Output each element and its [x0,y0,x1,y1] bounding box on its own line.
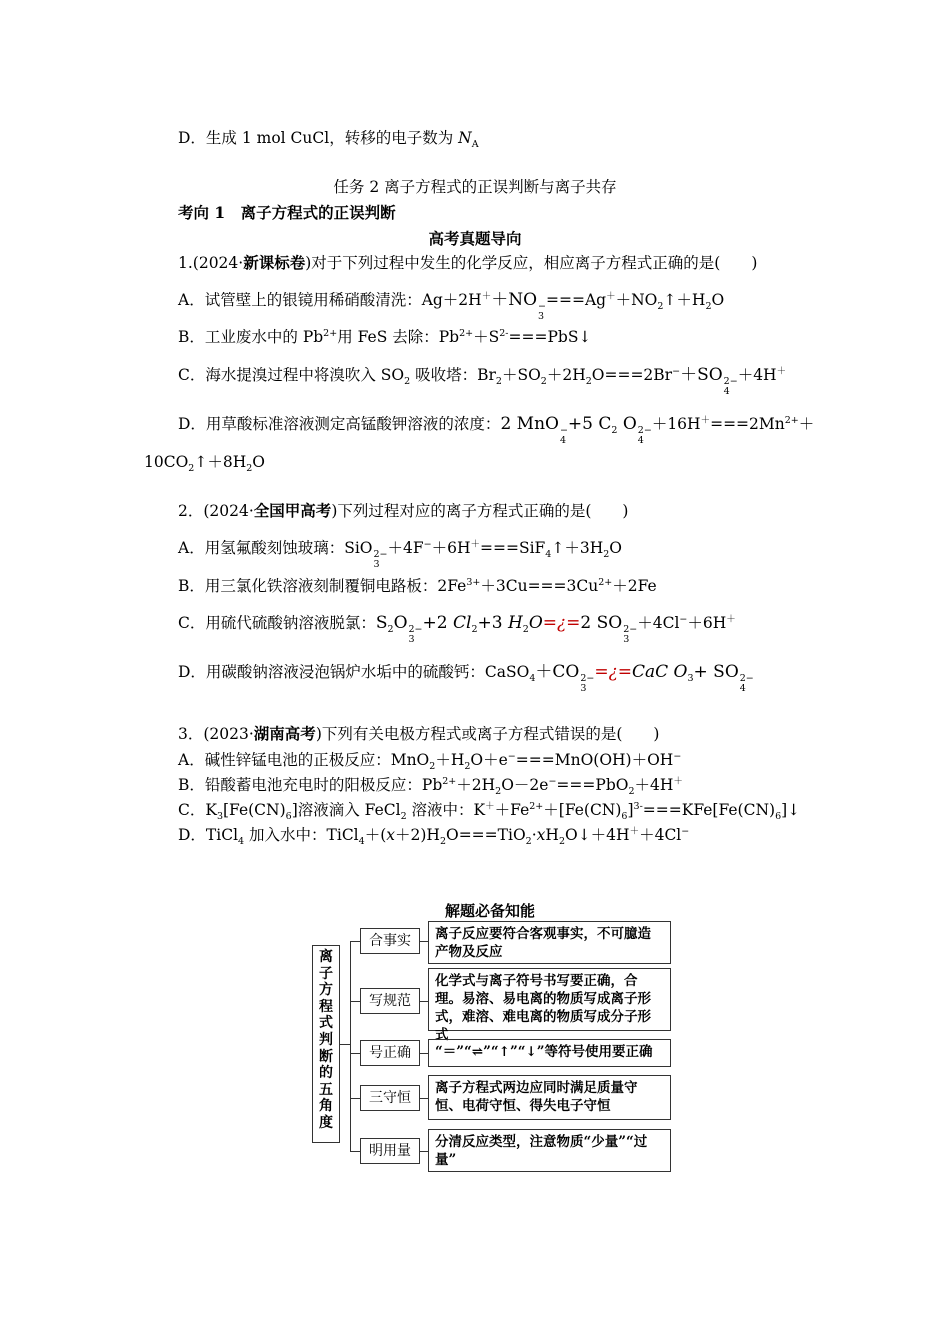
item-desc-conservation: 离子方程式两边应同时满足质量守恒、电荷守恒、得失电子守恒 [428,1075,671,1120]
item-label-fact: 合事实 [360,928,420,954]
prev-option-d: D．生成 1 mol CuCl，转移的电子数为 $N_A$ [178,129,479,151]
connector [350,1053,360,1054]
q1-stem: 1.(2024·新课标卷)对于下列过程中发生的化学反应，相应离子方程式正确的是( ) [178,253,758,272]
q3-option-a[interactable]: A．碱性锌锰电池的正极反应：$MnO_2+H_2O+e^-===MnO(OH)+OH^-$ [178,750,682,773]
connector [350,1098,360,1099]
item-label-symbols: 号正确 [360,1040,420,1066]
item-label-standard: 写规范 [360,988,420,1014]
connector [350,941,351,1151]
item-desc-standard: 化学式与离子符号书写要正确，合理。易溶、易电离的物质写成离子形式，难溶、难电离的物质写成分子形式 [428,968,671,1031]
q3-option-c[interactable]: C．$K_3[Fe(CN)_6]$溶液滴入 FeCl$_2$ 溶液中：$K^++Fe^{2+}+[Fe(CN)_6]^{3-}===KFe[Fe(CN)_6]↓$ [178,800,801,823]
diagram-vertical-label: 离 子 方 程 式 判 断 的 五 角 度 [312,945,340,1143]
item-label-conservation: 三守恒 [360,1085,420,1111]
connector [350,1151,360,1152]
connector [420,941,428,942]
connector [350,1001,360,1002]
q1-option-c[interactable]: C．海水提溴过程中将溴吹入 $SO_2$ 吸收塔：$Br_2+SO_2+2H_2O===2Br^-+SO$ 2− 4 ＋4H＋ [178,365,787,397]
q2-option-c[interactable]: C．用硫代硫酸钠溶液脱氯：$S_2O$ 2− 3 +2 $Cl_2+3$ $H_2O=¿=2$ SO 2− 3 ＋4Cl−＋6H＋ [178,613,736,645]
q2-stem: 2．(2024·全国甲高考)下列过程对应的离子方程式正确的是( ) [178,501,629,520]
connector [420,1151,428,1152]
q3-option-b[interactable]: B．铅酸蓄电池充电时的阳极反应：$Pb^{2+}+2H_2O-2e^-===PbO_2+4H^+$ [178,775,683,798]
diagram-title: 解题必备知能 [444,902,535,920]
q1-option-d[interactable]: D．用草酸标准溶液测定高锰酸钾溶液的浓度：2 MnO − 4 +5 $C_2$ O 2− 4 $+16H^+===2Mn^{2+}+$ [178,414,815,446]
item-label-amount: 明用量 [360,1138,420,1164]
connector [340,1044,350,1045]
q3-option-d[interactable]: D．TiCl$_4$ 加入水中：$TiCl_4+(x+2)H_2O===TiO_2\cdot xH_2O↓+4H^++4Cl^-$ [178,825,690,848]
knowledge-diagram [300,895,680,1180]
connector [420,1053,428,1054]
prev-option-d-text: D．生成 1 mol CuCl，转移的电子数为 [178,129,459,147]
q1-option-b[interactable]: B．工业废水中的 $Pb^{2+}$用 FeS 去除：$Pb^{2+}+S^{2-}===PbS↓$ [178,327,592,346]
task-title: 任务 2 离子方程式的正误判断与离子共存 [333,178,617,196]
item-desc-fact: 离子反应要符合客观事实，不可臆造产物及反应 [428,921,671,964]
connector [350,941,360,942]
guide-title: 高考真题导向 [428,229,522,248]
direction-heading: 考向 1 离子方程式的正误判断 [178,203,396,222]
q2-option-a[interactable]: A．用氢氟酸刻蚀玻璃：SiO 2− 3 $+4F^-+6H^+===SiF_4↑+3H_2O$ [178,538,622,570]
q2-option-d[interactable]: D．用碳酸钠溶液浸泡锅炉水垢中的硫酸钙：CaSO$_4$＋CO 2− 3 =¿=CaC $O_3+$ SO 2− 4 [178,662,754,694]
q1-option-a[interactable]: A．试管壁上的银镜用稀硝酸清洗：Ag＋2H＋＋NO − 3 $===Ag^++NO_2↑+H_2O$ [178,290,725,322]
item-desc-symbols: “＝”“⇌”“↑”“↓”等符号使用要正确 [428,1039,671,1067]
q2-option-b[interactable]: B．用三氯化铁溶液刻制覆铜电路板：$2Fe^{3+}+3Cu===3Cu^{2+}+2Fe$ [178,576,657,595]
q1-option-d-cont: $10CO_2↑+8H_2O$ [144,453,265,475]
connector [420,1001,428,1002]
connector [420,1098,428,1099]
q3-stem: 3．(2023·湖南高考)下列有关电极方程式或离子方程式错误的是( ) [178,724,660,743]
item-desc-amount: 分清反应类型，注意物质“少量”“过量” [428,1129,671,1172]
